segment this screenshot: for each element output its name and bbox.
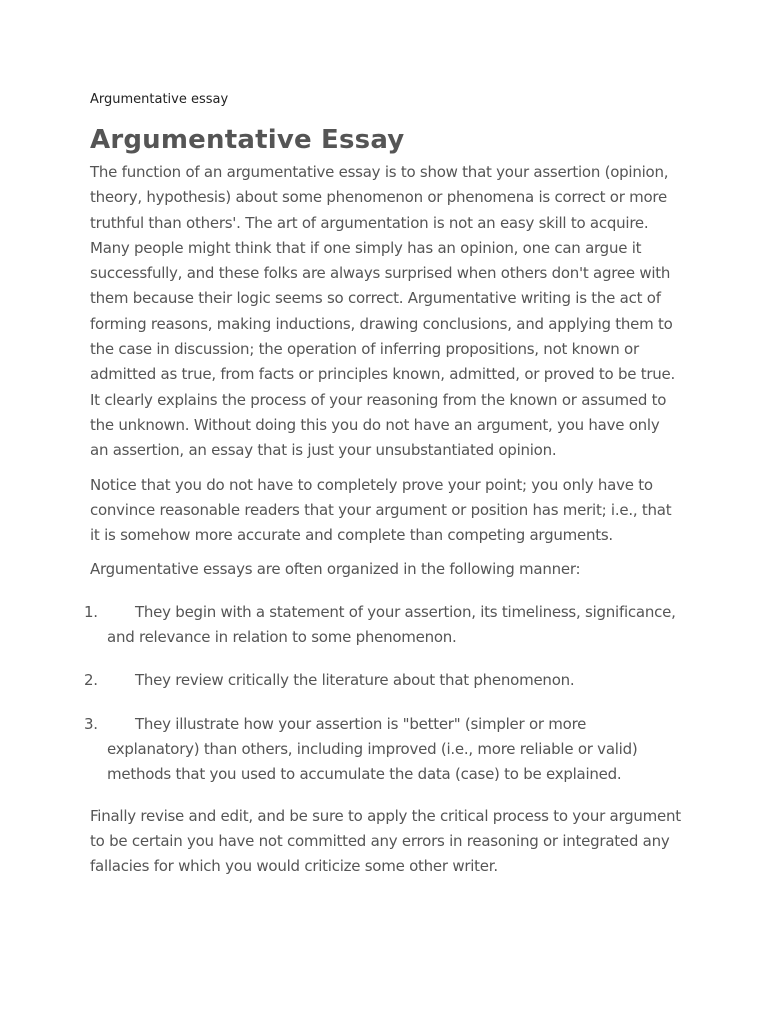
page-title: Argumentative Essay <box>90 125 405 155</box>
list-item <box>84 668 682 693</box>
list-item-number: 1. <box>84 602 98 621</box>
paragraph-conclusion: Finally revise and edit, and be sure to apply the critical process to your argument to be certain you have not committed any errors in reasoning or integrated any fallacies for which you would criticize some other writer. <box>90 806 681 876</box>
paragraph-organization: Argumentative essays are often organized in the following manner: <box>90 560 581 579</box>
list-item-text: They review critically the literature about that phenomenon. <box>135 671 575 690</box>
list-item-text: They begin with a statement of your assertion, its timeliness, significance, and relevance in relation to some phenomenon. <box>107 602 676 647</box>
list-item-number: 2. <box>84 671 98 690</box>
list-item-number: 3. <box>84 714 98 733</box>
list-item <box>84 712 682 788</box>
list-item <box>84 600 682 651</box>
list-item-text: They illustrate how your assertion is "better" (simpler or more explanatory) than others, including improved (i.e., more reliable or valid) methods that you used to accumulate the data (case) to be explained. <box>107 714 638 784</box>
organization-list <box>84 600 682 788</box>
document-page <box>84 90 682 888</box>
paragraph-intro: The function of an argumentative essay is to show that your assertion (opinion, theory, hypothesis) about some phenomenon or phenomena is correct or more truthful than others'. The art of argumentation is not an easy skill to acquire. Many people might think that if one simply has an opinion, one can argue it successfully, and these folks are always surprised when others don't agree with them because their logic seems so correct. Argumentative writing is the act of forming reasons, making inductions, drawing conclusions, and applying them to the case in discussion; the operation of inferring propositions, not known or admitted as true, from facts or principles known, admitted, or proved to be true. It clearly explains the process of your reasoning from the known or assumed to the unknown. Without doing this you do not have an argument, you have only an assertion, an essay that is just your unsubstantiated opinion. <box>90 163 676 460</box>
paragraph-notice: Notice that you do not have to completely prove your point; you only have to convince reasonable readers that your argument or position has merit; i.e., that it is somehow more accurate and complete than competing arguments. <box>90 475 672 545</box>
document-label: Argumentative essay <box>90 92 229 107</box>
